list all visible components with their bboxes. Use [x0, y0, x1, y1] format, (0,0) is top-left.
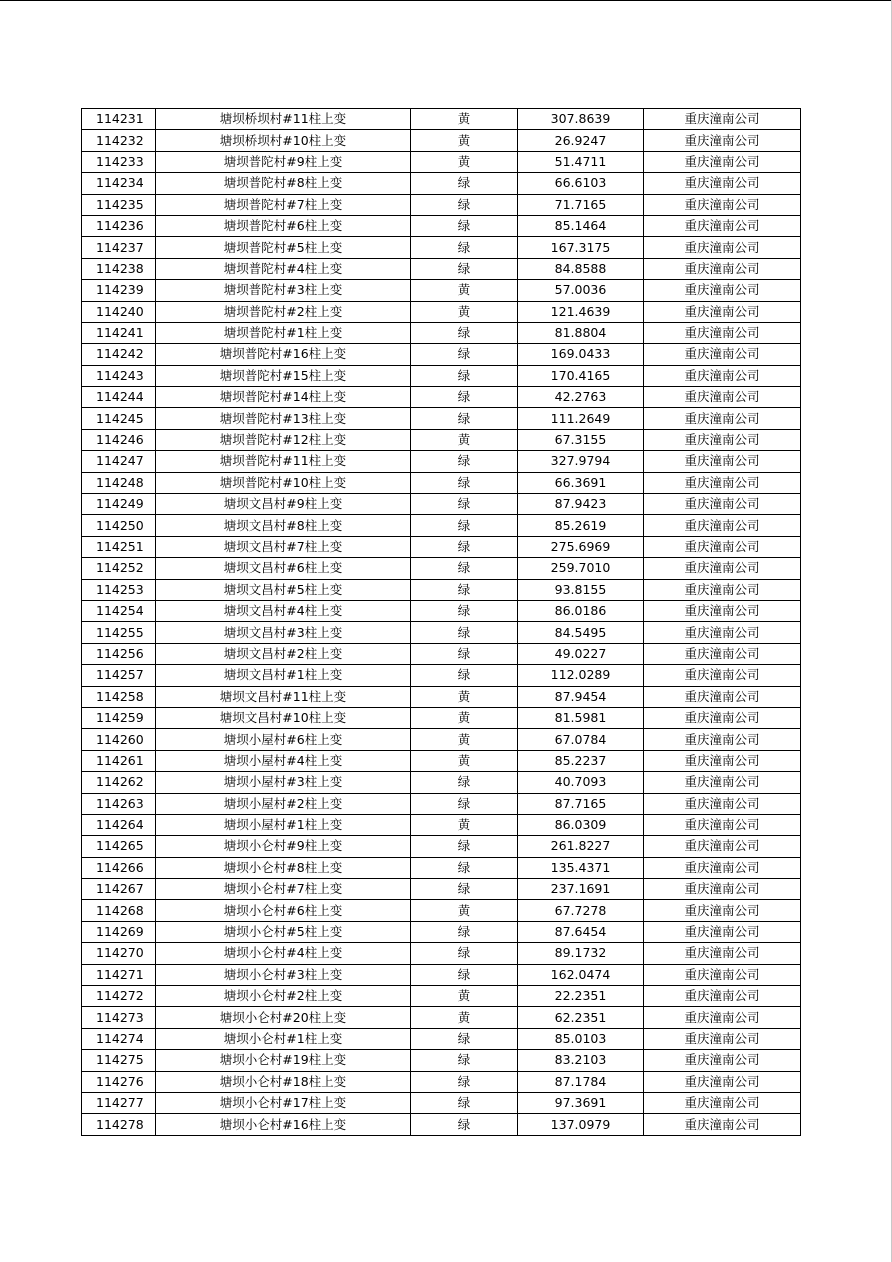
cell-company: 重庆潼南公司 [644, 536, 801, 557]
cell-name: 塘坝普陀村#1柱上变 [156, 322, 411, 343]
cell-id: 114262 [82, 772, 156, 793]
cell-color: 绿 [411, 408, 518, 429]
cell-id: 114236 [82, 215, 156, 236]
cell-value: 67.3155 [518, 429, 644, 450]
cell-company: 重庆潼南公司 [644, 579, 801, 600]
cell-value: 87.9454 [518, 686, 644, 707]
cell-id: 114267 [82, 879, 156, 900]
cell-company: 重庆潼南公司 [644, 986, 801, 1007]
cell-color: 黄 [411, 986, 518, 1007]
cell-name: 塘坝小仑村#2柱上变 [156, 986, 411, 1007]
cell-name: 塘坝普陀村#4柱上变 [156, 258, 411, 279]
table-row [82, 194, 801, 215]
table-row [82, 814, 801, 835]
cell-name: 塘坝普陀村#6柱上变 [156, 215, 411, 236]
cell-company: 重庆潼南公司 [644, 215, 801, 236]
table-row [82, 793, 801, 814]
cell-value: 42.2763 [518, 387, 644, 408]
cell-color: 黄 [411, 280, 518, 301]
table-row [82, 109, 801, 130]
cell-company: 重庆潼南公司 [644, 707, 801, 728]
cell-name: 塘坝小仑村#20柱上变 [156, 1007, 411, 1028]
table-row [82, 237, 801, 258]
cell-company: 重庆潼南公司 [644, 686, 801, 707]
cell-value: 112.0289 [518, 665, 644, 686]
cell-id: 114253 [82, 579, 156, 600]
table-row [82, 1092, 801, 1113]
cell-company: 重庆潼南公司 [644, 258, 801, 279]
table-row [82, 686, 801, 707]
table-row [82, 387, 801, 408]
table-row [82, 750, 801, 771]
cell-name: 塘坝文昌村#4柱上变 [156, 600, 411, 621]
cell-company: 重庆潼南公司 [644, 494, 801, 515]
cell-id: 114255 [82, 622, 156, 643]
cell-id: 114269 [82, 921, 156, 942]
cell-color: 绿 [411, 1071, 518, 1092]
cell-color: 绿 [411, 600, 518, 621]
table-row [82, 772, 801, 793]
cell-value: 51.4711 [518, 151, 644, 172]
cell-value: 87.1784 [518, 1071, 644, 1092]
cell-value: 111.2649 [518, 408, 644, 429]
cell-id: 114231 [82, 109, 156, 130]
cell-color: 绿 [411, 472, 518, 493]
table-row [82, 151, 801, 172]
cell-id: 114240 [82, 301, 156, 322]
cell-company: 重庆潼南公司 [644, 451, 801, 472]
cell-name: 塘坝普陀村#7柱上变 [156, 194, 411, 215]
cell-value: 40.7093 [518, 772, 644, 793]
cell-company: 重庆潼南公司 [644, 622, 801, 643]
table-row [82, 1071, 801, 1092]
cell-value: 84.8588 [518, 258, 644, 279]
cell-color: 绿 [411, 215, 518, 236]
cell-id: 114247 [82, 451, 156, 472]
cell-value: 85.2619 [518, 515, 644, 536]
cell-name: 塘坝小仑村#9柱上变 [156, 836, 411, 857]
cell-company: 重庆潼南公司 [644, 772, 801, 793]
cell-id: 114248 [82, 472, 156, 493]
table-row [82, 921, 801, 942]
cell-color: 绿 [411, 365, 518, 386]
cell-value: 162.0474 [518, 964, 644, 985]
cell-color: 黄 [411, 900, 518, 921]
cell-company: 重庆潼南公司 [644, 857, 801, 878]
cell-color: 绿 [411, 194, 518, 215]
cell-value: 81.5981 [518, 707, 644, 728]
cell-company: 重庆潼南公司 [644, 515, 801, 536]
cell-id: 114249 [82, 494, 156, 515]
table-row [82, 1114, 801, 1135]
cell-color: 绿 [411, 964, 518, 985]
cell-value: 137.0979 [518, 1114, 644, 1135]
cell-id: 114250 [82, 515, 156, 536]
cell-company: 重庆潼南公司 [644, 151, 801, 172]
data-table [81, 108, 801, 1136]
cell-value: 135.4371 [518, 857, 644, 878]
cell-name: 塘坝小仑村#16柱上变 [156, 1114, 411, 1135]
cell-name: 塘坝小屋村#6柱上变 [156, 729, 411, 750]
cell-name: 塘坝普陀村#5柱上变 [156, 237, 411, 258]
cell-value: 66.3691 [518, 472, 644, 493]
cell-value: 22.2351 [518, 986, 644, 1007]
cell-value: 87.7165 [518, 793, 644, 814]
cell-id: 114265 [82, 836, 156, 857]
cell-color: 绿 [411, 643, 518, 664]
cell-color: 绿 [411, 1092, 518, 1113]
cell-company: 重庆潼南公司 [644, 879, 801, 900]
cell-id: 114243 [82, 365, 156, 386]
cell-value: 87.6454 [518, 921, 644, 942]
table-row [82, 665, 801, 686]
cell-id: 114245 [82, 408, 156, 429]
table-row [82, 515, 801, 536]
cell-name: 塘坝小仑村#17柱上变 [156, 1092, 411, 1113]
cell-company: 重庆潼南公司 [644, 600, 801, 621]
cell-color: 绿 [411, 451, 518, 472]
cell-id: 114257 [82, 665, 156, 686]
cell-id: 114268 [82, 900, 156, 921]
cell-color: 黄 [411, 707, 518, 728]
cell-id: 114254 [82, 600, 156, 621]
cell-name: 塘坝桥坝村#10柱上变 [156, 130, 411, 151]
cell-company: 重庆潼南公司 [644, 964, 801, 985]
table-row [82, 836, 801, 857]
cell-company: 重庆潼南公司 [644, 900, 801, 921]
cell-company: 重庆潼南公司 [644, 558, 801, 579]
table-row [82, 130, 801, 151]
table-row [82, 472, 801, 493]
cell-company: 重庆潼南公司 [644, 793, 801, 814]
cell-value: 71.7165 [518, 194, 644, 215]
cell-company: 重庆潼南公司 [644, 836, 801, 857]
cell-name: 塘坝文昌村#3柱上变 [156, 622, 411, 643]
cell-value: 97.3691 [518, 1092, 644, 1113]
cell-name: 塘坝小仑村#7柱上变 [156, 879, 411, 900]
cell-name: 塘坝文昌村#10柱上变 [156, 707, 411, 728]
cell-name: 塘坝文昌村#9柱上变 [156, 494, 411, 515]
cell-name: 塘坝文昌村#7柱上变 [156, 536, 411, 557]
cell-value: 261.8227 [518, 836, 644, 857]
table-row [82, 579, 801, 600]
cell-company: 重庆潼南公司 [644, 365, 801, 386]
cell-company: 重庆潼南公司 [644, 665, 801, 686]
table-row [82, 1007, 801, 1028]
cell-id: 114238 [82, 258, 156, 279]
cell-name: 塘坝小屋村#3柱上变 [156, 772, 411, 793]
cell-company: 重庆潼南公司 [644, 1007, 801, 1028]
cell-value: 83.2103 [518, 1050, 644, 1071]
cell-color: 绿 [411, 1114, 518, 1135]
cell-company: 重庆潼南公司 [644, 408, 801, 429]
cell-value: 170.4165 [518, 365, 644, 386]
cell-value: 167.3175 [518, 237, 644, 258]
table-row [82, 365, 801, 386]
cell-company: 重庆潼南公司 [644, 729, 801, 750]
table-row [82, 494, 801, 515]
cell-color: 绿 [411, 1050, 518, 1071]
cell-name: 塘坝普陀村#3柱上变 [156, 280, 411, 301]
cell-color: 绿 [411, 536, 518, 557]
cell-color: 绿 [411, 515, 518, 536]
cell-value: 66.6103 [518, 173, 644, 194]
cell-id: 114264 [82, 814, 156, 835]
cell-name: 塘坝小仑村#3柱上变 [156, 964, 411, 985]
table-row [82, 408, 801, 429]
table-row [82, 729, 801, 750]
table-row [82, 707, 801, 728]
cell-color: 绿 [411, 857, 518, 878]
cell-color: 黄 [411, 151, 518, 172]
cell-id: 114277 [82, 1092, 156, 1113]
table-row [82, 280, 801, 301]
cell-name: 塘坝小仑村#5柱上变 [156, 921, 411, 942]
cell-value: 327.9794 [518, 451, 644, 472]
cell-id: 114233 [82, 151, 156, 172]
cell-value: 275.6969 [518, 536, 644, 557]
cell-color: 黄 [411, 686, 518, 707]
cell-value: 26.9247 [518, 130, 644, 151]
cell-color: 绿 [411, 322, 518, 343]
cell-name: 塘坝小仑村#4柱上变 [156, 943, 411, 964]
cell-company: 重庆潼南公司 [644, 472, 801, 493]
cell-name: 塘坝普陀村#16柱上变 [156, 344, 411, 365]
cell-company: 重庆潼南公司 [644, 921, 801, 942]
cell-id: 114258 [82, 686, 156, 707]
cell-color: 黄 [411, 729, 518, 750]
cell-value: 86.0186 [518, 600, 644, 621]
cell-color: 绿 [411, 579, 518, 600]
cell-name: 塘坝普陀村#2柱上变 [156, 301, 411, 322]
table-row [82, 558, 801, 579]
cell-value: 85.0103 [518, 1028, 644, 1049]
cell-id: 114237 [82, 237, 156, 258]
cell-company: 重庆潼南公司 [644, 750, 801, 771]
cell-color: 绿 [411, 494, 518, 515]
table-row [82, 857, 801, 878]
table-row [82, 322, 801, 343]
cell-company: 重庆潼南公司 [644, 1071, 801, 1092]
cell-name: 塘坝普陀村#12柱上变 [156, 429, 411, 450]
cell-color: 黄 [411, 1007, 518, 1028]
cell-id: 114260 [82, 729, 156, 750]
cell-color: 绿 [411, 622, 518, 643]
cell-name: 塘坝普陀村#14柱上变 [156, 387, 411, 408]
cell-id: 114259 [82, 707, 156, 728]
cell-id: 114276 [82, 1071, 156, 1092]
cell-company: 重庆潼南公司 [644, 1092, 801, 1113]
cell-color: 绿 [411, 879, 518, 900]
cell-name: 塘坝小屋村#4柱上变 [156, 750, 411, 771]
cell-color: 绿 [411, 772, 518, 793]
cell-name: 塘坝小仑村#19柱上变 [156, 1050, 411, 1071]
cell-color: 绿 [411, 1028, 518, 1049]
cell-id: 114252 [82, 558, 156, 579]
cell-name: 塘坝小仑村#6柱上变 [156, 900, 411, 921]
cell-value: 81.8804 [518, 322, 644, 343]
cell-name: 塘坝普陀村#11柱上变 [156, 451, 411, 472]
cell-id: 114239 [82, 280, 156, 301]
cell-color: 绿 [411, 793, 518, 814]
cell-company: 重庆潼南公司 [644, 643, 801, 664]
table-row [82, 986, 801, 1007]
cell-name: 塘坝文昌村#6柱上变 [156, 558, 411, 579]
cell-id: 114275 [82, 1050, 156, 1071]
cell-name: 塘坝普陀村#13柱上变 [156, 408, 411, 429]
cell-color: 绿 [411, 943, 518, 964]
table-row [82, 301, 801, 322]
cell-color: 绿 [411, 344, 518, 365]
cell-company: 重庆潼南公司 [644, 1114, 801, 1135]
cell-color: 黄 [411, 429, 518, 450]
cell-color: 绿 [411, 665, 518, 686]
cell-id: 114235 [82, 194, 156, 215]
table-row [82, 1028, 801, 1049]
cell-id: 114263 [82, 793, 156, 814]
cell-company: 重庆潼南公司 [644, 237, 801, 258]
cell-name: 塘坝普陀村#8柱上变 [156, 173, 411, 194]
cell-company: 重庆潼南公司 [644, 322, 801, 343]
page-top-border [0, 0, 892, 1]
cell-color: 黄 [411, 814, 518, 835]
cell-id: 114274 [82, 1028, 156, 1049]
table-row [82, 879, 801, 900]
cell-id: 114232 [82, 130, 156, 151]
cell-color: 绿 [411, 921, 518, 942]
cell-color: 黄 [411, 109, 518, 130]
cell-id: 114241 [82, 322, 156, 343]
cell-id: 114278 [82, 1114, 156, 1135]
cell-value: 87.9423 [518, 494, 644, 515]
cell-value: 259.7010 [518, 558, 644, 579]
cell-name: 塘坝普陀村#10柱上变 [156, 472, 411, 493]
cell-color: 绿 [411, 558, 518, 579]
cell-color: 黄 [411, 750, 518, 771]
table-row [82, 173, 801, 194]
cell-name: 塘坝文昌村#2柱上变 [156, 643, 411, 664]
cell-id: 114266 [82, 857, 156, 878]
cell-id: 114270 [82, 943, 156, 964]
cell-name: 塘坝文昌村#11柱上变 [156, 686, 411, 707]
cell-color: 黄 [411, 301, 518, 322]
cell-name: 塘坝小仑村#8柱上变 [156, 857, 411, 878]
cell-value: 85.2237 [518, 750, 644, 771]
cell-value: 85.1464 [518, 215, 644, 236]
table-row [82, 536, 801, 557]
cell-id: 114244 [82, 387, 156, 408]
cell-company: 重庆潼南公司 [644, 429, 801, 450]
cell-id: 114246 [82, 429, 156, 450]
cell-value: 49.0227 [518, 643, 644, 664]
cell-value: 93.8155 [518, 579, 644, 600]
table-row [82, 900, 801, 921]
cell-value: 121.4639 [518, 301, 644, 322]
table-row [82, 451, 801, 472]
cell-value: 62.2351 [518, 1007, 644, 1028]
cell-id: 114251 [82, 536, 156, 557]
cell-value: 89.1732 [518, 943, 644, 964]
cell-name: 塘坝小屋村#1柱上变 [156, 814, 411, 835]
table-row [82, 622, 801, 643]
cell-name: 塘坝小仑村#1柱上变 [156, 1028, 411, 1049]
cell-color: 绿 [411, 237, 518, 258]
table-row [82, 344, 801, 365]
cell-company: 重庆潼南公司 [644, 280, 801, 301]
cell-value: 169.0433 [518, 344, 644, 365]
cell-value: 237.1691 [518, 879, 644, 900]
cell-company: 重庆潼南公司 [644, 943, 801, 964]
cell-color: 绿 [411, 836, 518, 857]
table-row [82, 600, 801, 621]
cell-company: 重庆潼南公司 [644, 130, 801, 151]
cell-value: 67.7278 [518, 900, 644, 921]
cell-id: 114242 [82, 344, 156, 365]
cell-id: 114256 [82, 643, 156, 664]
cell-name: 塘坝小仑村#18柱上变 [156, 1071, 411, 1092]
cell-id: 114273 [82, 1007, 156, 1028]
table-row [82, 215, 801, 236]
cell-company: 重庆潼南公司 [644, 109, 801, 130]
cell-company: 重庆潼南公司 [644, 301, 801, 322]
cell-company: 重庆潼南公司 [644, 194, 801, 215]
cell-color: 黄 [411, 130, 518, 151]
cell-name: 塘坝桥坝村#11柱上变 [156, 109, 411, 130]
cell-company: 重庆潼南公司 [644, 387, 801, 408]
cell-id: 114272 [82, 986, 156, 1007]
cell-id: 114234 [82, 173, 156, 194]
cell-company: 重庆潼南公司 [644, 1028, 801, 1049]
table-row [82, 258, 801, 279]
table-row [82, 964, 801, 985]
cell-color: 绿 [411, 258, 518, 279]
table-row [82, 643, 801, 664]
cell-id: 114271 [82, 964, 156, 985]
cell-name: 塘坝普陀村#9柱上变 [156, 151, 411, 172]
cell-value: 67.0784 [518, 729, 644, 750]
cell-name: 塘坝文昌村#1柱上变 [156, 665, 411, 686]
cell-company: 重庆潼南公司 [644, 1050, 801, 1071]
data-table-body [82, 109, 801, 1136]
cell-value: 86.0309 [518, 814, 644, 835]
cell-name: 塘坝文昌村#8柱上变 [156, 515, 411, 536]
cell-name: 塘坝小屋村#2柱上变 [156, 793, 411, 814]
cell-company: 重庆潼南公司 [644, 173, 801, 194]
cell-color: 绿 [411, 387, 518, 408]
cell-value: 57.0036 [518, 280, 644, 301]
cell-id: 114261 [82, 750, 156, 771]
cell-color: 绿 [411, 173, 518, 194]
table-row [82, 429, 801, 450]
table-row [82, 1050, 801, 1071]
cell-value: 307.8639 [518, 109, 644, 130]
cell-company: 重庆潼南公司 [644, 344, 801, 365]
table-row [82, 943, 801, 964]
cell-value: 84.5495 [518, 622, 644, 643]
cell-company: 重庆潼南公司 [644, 814, 801, 835]
cell-name: 塘坝普陀村#15柱上变 [156, 365, 411, 386]
cell-name: 塘坝文昌村#5柱上变 [156, 579, 411, 600]
